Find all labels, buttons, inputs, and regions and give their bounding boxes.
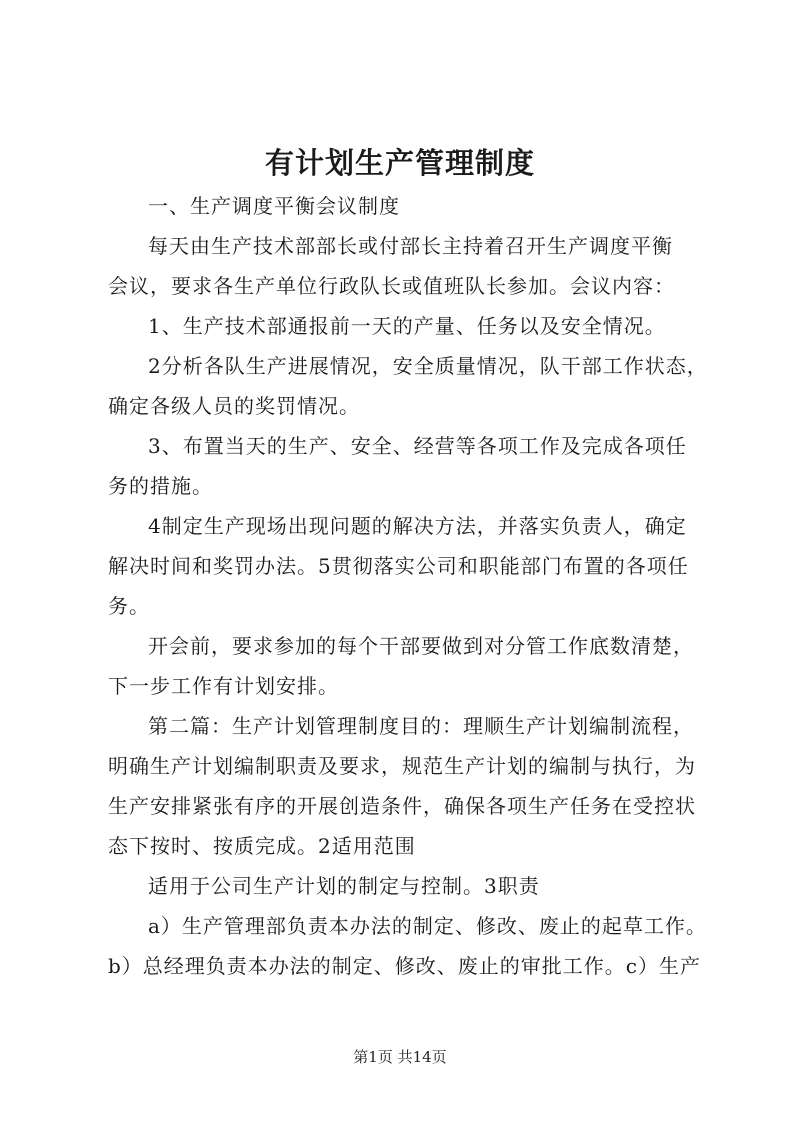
document-body [108,186,718,986]
body-line: 4制定生产现场出现问题的解决方法，并落实负责人，确定 [148,514,687,538]
body-line: 解决时间和奖罚办法。5贯彻落实公司和职能部门布置的各项任 [108,554,689,578]
body-line: 生产安排紧张有序的开展创造条件，确保各项生产任务在受控状 [108,794,696,818]
body-line: 明确生产计划编制职责及要求，规范生产计划的编制与执行，为 [108,754,696,778]
body-line: 每天由生产技术部部长或付部长主持着召开生产调度平衡 [148,234,673,258]
body-line: 务的措施。 [108,474,213,498]
body-line: 2分析各队生产进展情况，安全质量情况，队干部工作状态， [148,354,708,378]
body-line: 态下按时、按质完成。2适用范围 [108,834,416,858]
body-line: 会议，要求各生产单位行政队长或值班队长参加。会议内容： [108,274,675,298]
body-line: 适用于公司生产计划的制定与控制。3职责 [148,874,540,898]
body-line: a）生产管理部负责本办法的制定、修改、废止的起草工作。 [148,914,707,938]
body-line: 下一步工作有计划安排。 [108,674,339,698]
body-line: 开会前，要求参加的每个干部要做到对分管工作底数清楚， [148,634,694,658]
body-line: 务。 [108,594,150,618]
body-line: b）总经理负责本办法的制定、修改、废止的审批工作。c）生产 [108,954,702,978]
document-title: 有计划生产管理制度 [264,146,535,180]
body-line: 第二篇：生产计划管理制度目的：理顺生产计划编制流程， [148,714,694,738]
page-footer: 第1页 共14页 [353,1048,447,1066]
body-line: 3、布置当天的生产、安全、经营等各项工作及完成各项任 [148,434,687,458]
body-line: 确定各级人员的奖罚情况。 [108,394,360,418]
body-line: 1、生产技术部通报前一天的产量、任务以及安全情况。 [148,314,666,338]
body-line: 一、生产调度平衡会议制度 [148,194,400,218]
